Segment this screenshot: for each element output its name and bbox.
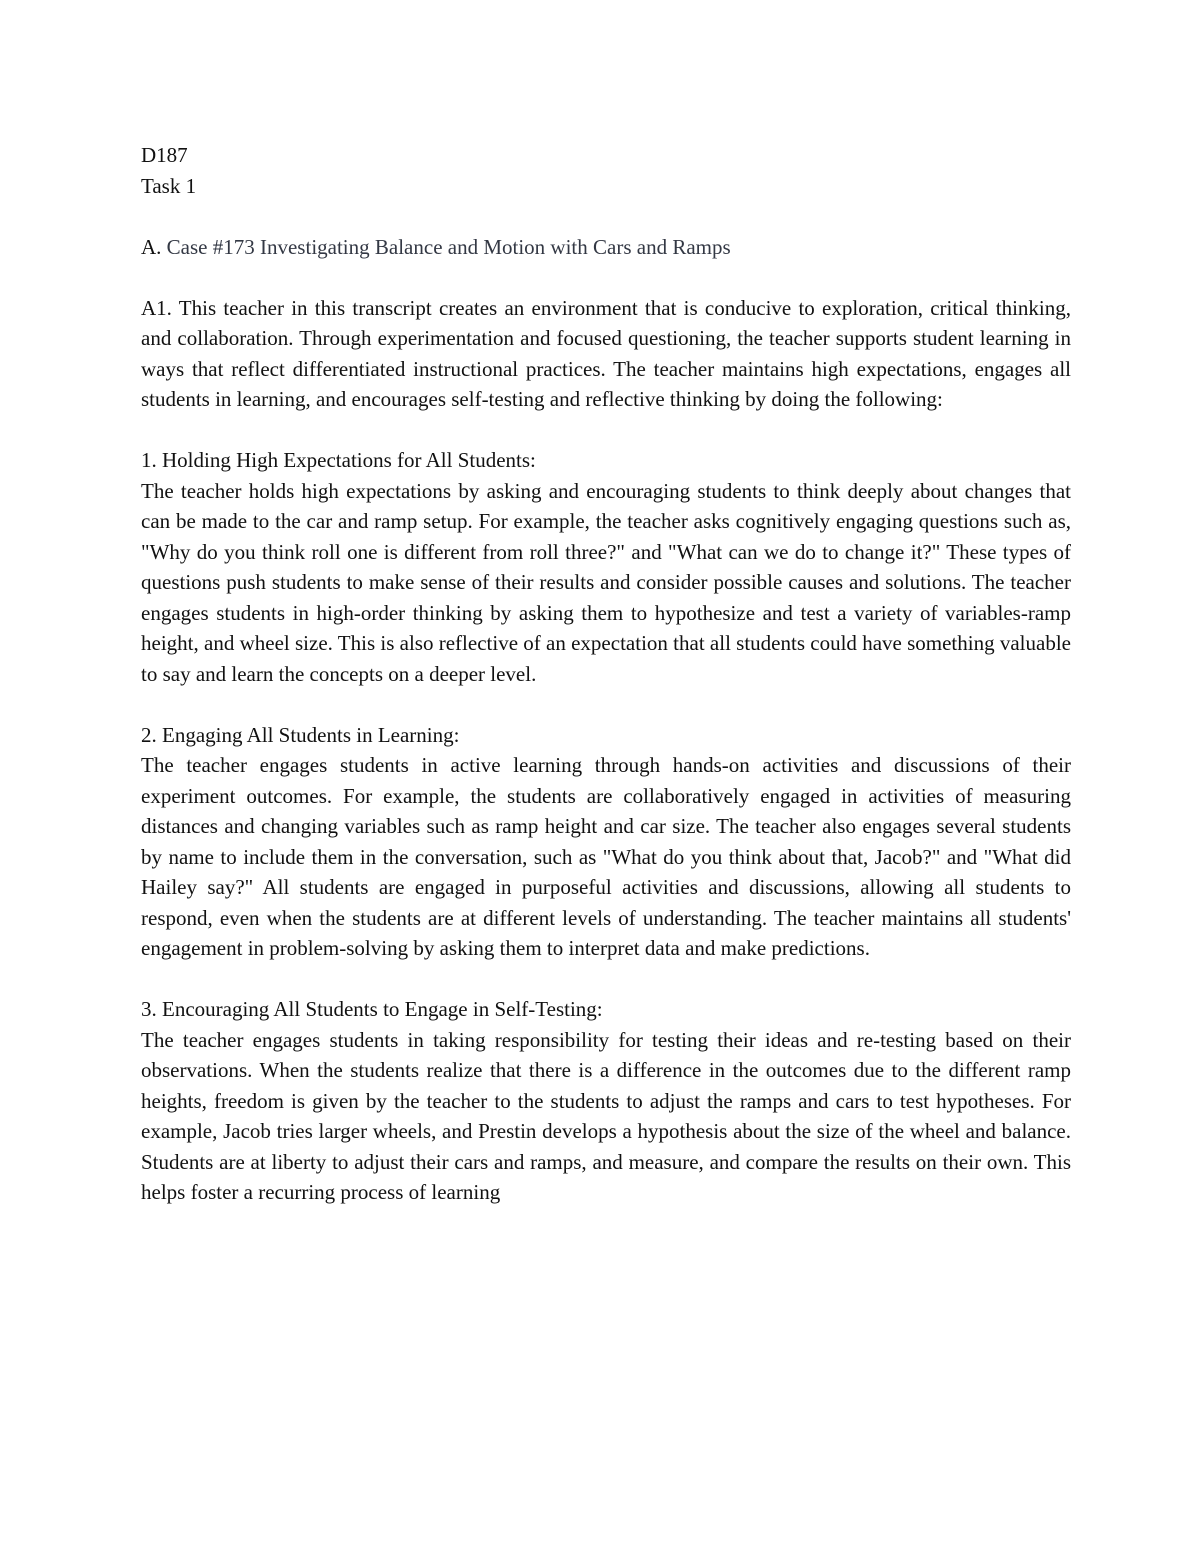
section-heading: 2. Engaging All Students in Learning: — [141, 722, 460, 747]
spacer — [141, 964, 1071, 995]
section-engaging-students — [141, 720, 1071, 964]
task-label: Task 1 — [141, 173, 197, 198]
case-title: Case #173 Investigating Balance and Motion with Cars and Ramps — [166, 234, 731, 259]
section-self-testing — [141, 994, 1071, 1208]
spacer — [141, 689, 1071, 720]
section-heading: 3. Encouraging All Students to Engage in Self-Testing: — [141, 997, 603, 1021]
section-body: The teacher holds high expectations by asking and encouraging students to think deeply about changes that can be made to the car and ramp setup. For example, the teacher asks cognitively engaging questions such as, "Why do you think roll one is different from roll three?" and "What can we do to change it?" These types of questions push students to make sense of their results and consider possible causes and solutions. The teacher engages students in high-order thinking by asking them to hypothesize and test a variety of variables-ramp height, and wheel size. This is also reflective of an expectation that all students could have something valuable to say and learn the concepts on a deeper level. — [141, 478, 1071, 686]
section-high-expectations — [141, 445, 1071, 689]
document-page — [141, 140, 1071, 1208]
section-body: The teacher engages students in active learning through hands-on activities and discussions of their experiment outcomes. For example, the students are collaboratively engaged in activities of measuring distances and changing variables such as ramp height and car size. The teacher also engages several students by name to include them in the conversation, such as "What do you think about that, Jacob?" and "What did Hailey say?" All students are engaged in purposeful activities and discussions, allowing all students to respond, even when the students are at different levels of understanding. The teacher maintains all students' engagement in problem-solving by asking them to interpret data and make predictions. — [141, 753, 1071, 960]
spacer — [141, 415, 1071, 446]
course-code: D187 — [141, 143, 188, 167]
section-body: The teacher engages students in taking responsibility for testing their ideas and re-testing based on their observations. When the students realize that there is a difference in the outcomes due to the different ramp heights, freedom is given by the teacher to the students to adjust the ramps and cars to test hypotheses. For example, Jacob tries larger wheels, and Prestin develops a hypothesis about the size of the wheel and balance. Students are at liberty to adjust their cars and ramps, and measure, and compare the results on their own. This helps foster a recurring process of learning — [141, 1027, 1071, 1204]
spacer — [141, 201, 1071, 232]
case-heading — [141, 232, 1071, 263]
spacer — [141, 262, 1071, 293]
case-prefix: A. — [141, 234, 167, 259]
section-heading: 1. Holding High Expectations for All Students: — [141, 448, 536, 472]
intro-paragraph: A1. This teacher in this transcript creates an environment that is conducive to exploration, critical thinking, and collaboration. Through experimentation and focused questioning, the teacher supports student learning in ways that reflect differentiated instructional practices. The teacher maintains high expectations, engages all students in learning, and encourages self-testing and reflective thinking by doing the following: — [141, 295, 1071, 411]
